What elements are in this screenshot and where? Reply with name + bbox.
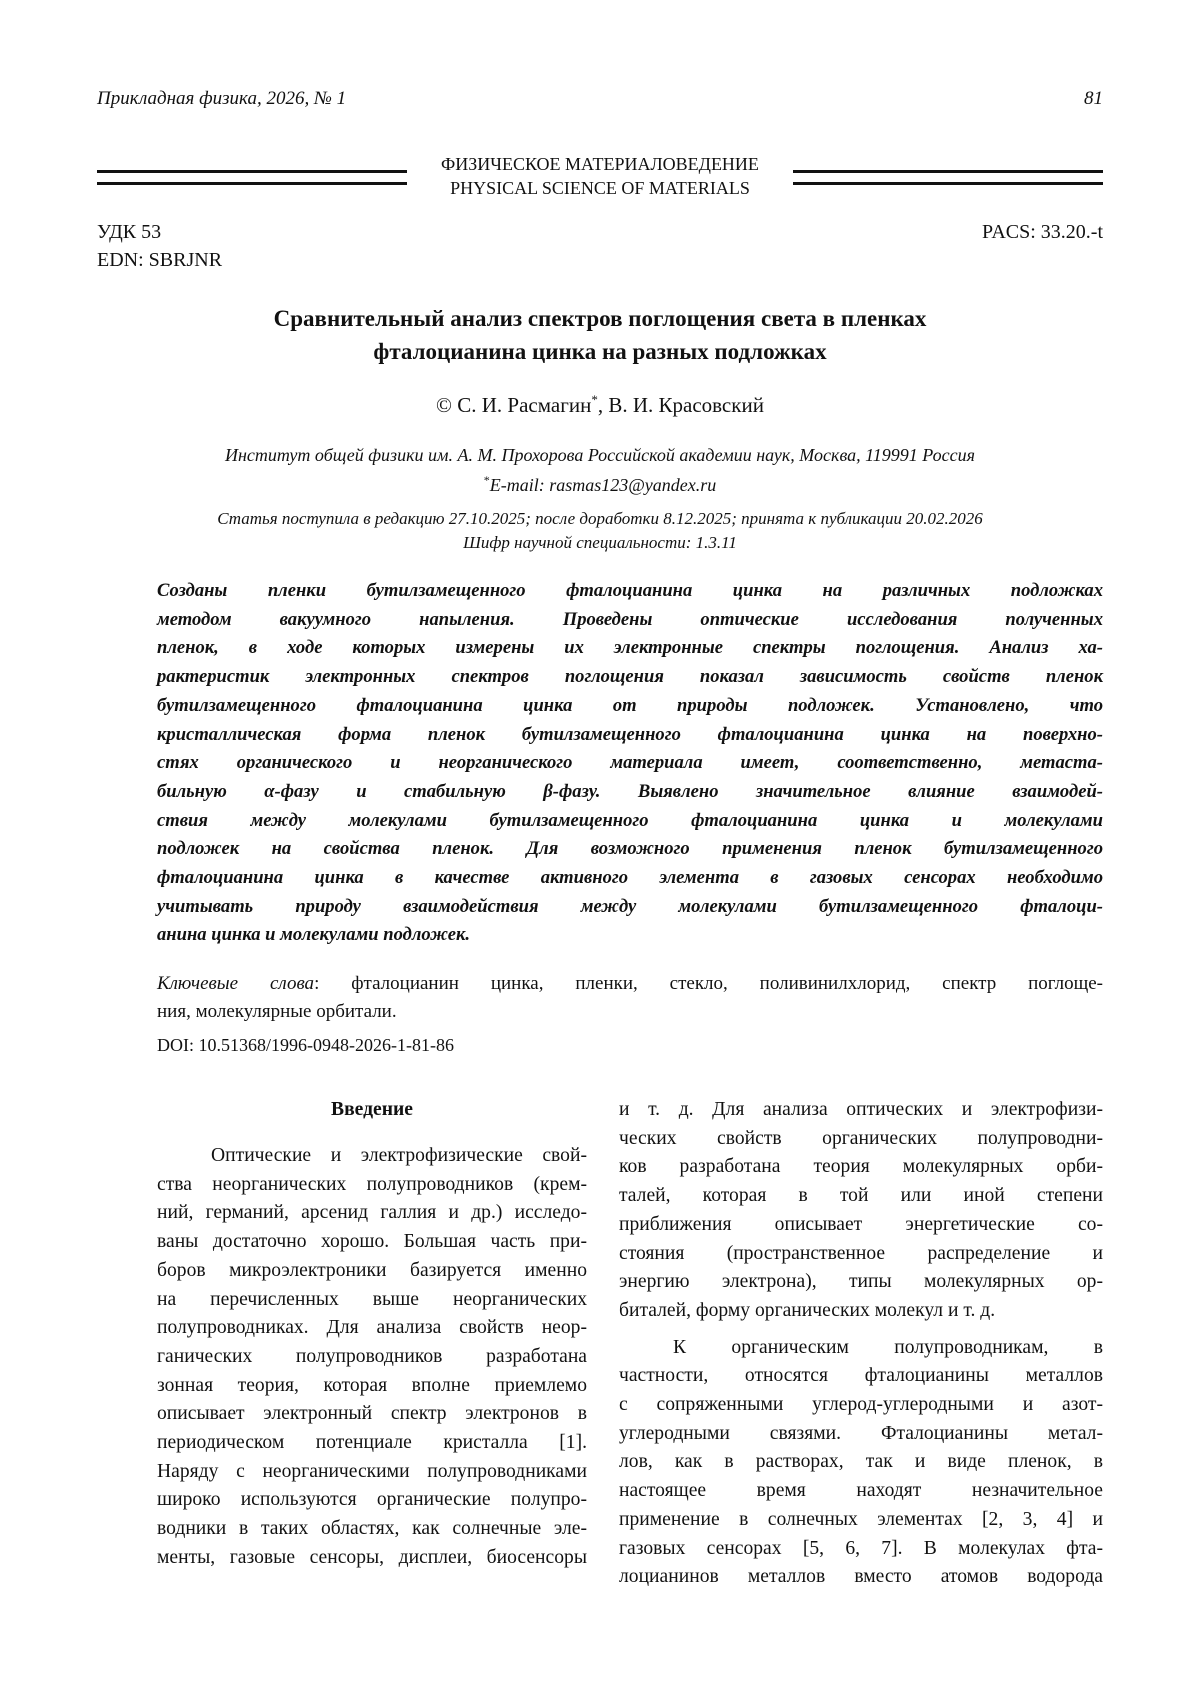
affiliation: Институт общей физики им. А. М. Прохорова Российской академии наук, Москва, 119991 Россия <box>224 445 976 465</box>
title-line: Сравнительный анализ спектров поглощения света в пленках <box>273 306 927 331</box>
abstract <box>157 577 1103 950</box>
doi: DOI: 10.51368/1996-0948-2026-1-81-86 <box>157 1035 454 1055</box>
body-line: лов, как в растворах, так и виде пленок, в <box>619 1451 1103 1473</box>
body-line: описывает электронный спектр электронов в <box>157 1403 587 1425</box>
body-line: углеродными связями. Фталоцианины метал- <box>619 1422 1103 1444</box>
body-line: лоцианинов металлов вместо атомов водорода <box>619 1566 1103 1588</box>
keywords-line: ния, молекулярные орбитали. <box>157 1001 397 1022</box>
specialty-code: Шифр научной специальности: 1.3.11 <box>463 533 737 552</box>
email-line <box>97 468 1103 498</box>
abstract-line: стях органического и неорганического материала имеет, соответственно, метаста- <box>157 752 1103 774</box>
body-line: ваны достаточно хорошо. Большая часть при- <box>157 1231 587 1253</box>
email: E-mail: rasmas123@yandex.ru <box>489 475 717 495</box>
section-titles <box>415 152 785 200</box>
body-line: К органическим полупроводникам, в <box>673 1336 1103 1358</box>
abstract-line: бутилзамещенного фталоцианина цинка от природы подложек. Установлено, что <box>157 694 1103 716</box>
section-banner <box>97 152 1103 202</box>
udc-code: УДК 53 <box>97 221 162 243</box>
abstract-line: бильную α-фазу и стабильную β-фазу. Выявлено значительное влияние взаимодей- <box>157 780 1103 802</box>
keywords-line <box>157 970 1103 998</box>
abstract-line: методом вакуумного напыления. Проведены оптические исследования полученных <box>157 608 1103 630</box>
affiliation-block <box>97 443 1103 498</box>
body-line: полупроводниках. Для анализа свойств неор- <box>157 1317 587 1339</box>
abstract-line: фталоцианина цинка в качестве активного элемента в газовых сенсорах необходимо <box>157 867 1103 889</box>
body-line: ний, германий, арсенид галлия и др.) исследо- <box>157 1202 587 1224</box>
body-line: газовых сенсорах [5, 6, 7]. В молекулах фта- <box>619 1537 1103 1559</box>
keywords <box>157 970 1103 1026</box>
keywords-label: Ключевые слова <box>157 973 315 994</box>
body-line: талей, которая в той или иной степени <box>619 1185 1103 1207</box>
body-line: с сопряженными углерод-углеродными и азот- <box>619 1394 1103 1416</box>
publication-dates <box>97 507 1103 555</box>
edn-code: EDN: SBRJNR <box>97 249 223 271</box>
body-line: ганических полупроводников разработана <box>157 1345 587 1367</box>
abstract-line: пленок, в ходе которых измерены их электронные спектры поглощения. Анализ ха- <box>157 637 1103 659</box>
body-line: ческих свойств органических полупроводни- <box>619 1127 1103 1149</box>
pacs-code: PACS: 33.20.-t <box>982 221 1103 243</box>
keywords-text: : фталоцианин цинка, пленки, стекло, поливинилхлорид, спектр поглоще- <box>314 973 1103 994</box>
abstract-line: учитывать природу взаимодействия между молекулами бутилзамещенного фталоци- <box>157 895 1103 917</box>
body-line: боров микроэлектроники базируется именно <box>157 1259 587 1281</box>
body-line: водники в таких областях, как солнечные эле- <box>157 1518 587 1540</box>
paragraph-gap <box>619 1326 1103 1334</box>
abstract-line: кристаллическая форма пленок бутилзамещенного фталоцианина цинка на поверхно- <box>157 723 1103 745</box>
abstract-line: подложек на свойства пленок. Для возможного применения пленок бутилзамещенного <box>157 838 1103 860</box>
page-number: 81 <box>1084 88 1103 109</box>
body-line: менты, газовые сенсоры, дисплеи, биосенсоры <box>157 1546 587 1568</box>
body-column-left <box>157 1096 587 1573</box>
body-column-right <box>619 1096 1103 1592</box>
body-line: биталей, форму органических молекул и т. д. <box>619 1299 996 1321</box>
body-line: широко используются органические полупро- <box>157 1489 587 1511</box>
body-line: ства неорганических полупроводников (крем- <box>157 1173 587 1195</box>
section-title-en: PHYSICAL SCIENCE OF MATERIALS <box>450 178 750 198</box>
body-line: частности, относятся фталоцианины металлов <box>619 1365 1103 1387</box>
body-line: энергию электрона), типы молекулярных ор- <box>619 1271 1103 1293</box>
banner-rule-right <box>793 170 1103 185</box>
journal-citation: Прикладная физика, 2026, № 1 <box>97 88 347 109</box>
section-title-ru: ФИЗИЧЕСКОЕ МАТЕРИАЛОВЕДЕНИЕ <box>441 154 759 174</box>
email-mark: * <box>483 473 490 487</box>
body-line: применение в солнечных элементах [2, 3, 4] и <box>619 1508 1103 1530</box>
author-first: © С. И. Расмагин <box>436 393 592 417</box>
body-line: периодическом потенциале кристалла [1]. <box>157 1432 587 1454</box>
corresponding-mark: * <box>591 392 598 407</box>
abstract-line: рактеристик электронных спектров поглощения показал зависимость свойств пленок <box>157 666 1103 688</box>
article-title <box>97 302 1103 368</box>
body-line: Оптические и электрофизические свой- <box>211 1145 587 1166</box>
title-line: фталоцианина цинка на разных подложках <box>373 339 827 364</box>
abstract-line: ствия между молекулами бутилзамещенного фталоцианина цинка и молекулами <box>157 809 1103 831</box>
body-line: Наряду с неорганическими полупроводниками <box>157 1460 587 1482</box>
authors <box>97 392 1103 418</box>
body-line: ков разработана теория молекулярных орби- <box>619 1156 1103 1178</box>
body-line: настоящее время находят незначительное <box>619 1480 1103 1502</box>
body-line: приближения описывает энергетические со- <box>619 1213 1103 1235</box>
running-head <box>97 88 1103 118</box>
author-rest: , В. И. Красовский <box>597 393 764 417</box>
abstract-line: анина цинка и молекулами подложек. <box>157 924 471 946</box>
body-line: зонная теория, которая вполне приемлемо <box>157 1374 587 1396</box>
body-line: на перечисленных выше неорганических <box>157 1288 587 1310</box>
banner-rule-left <box>97 170 407 185</box>
abstract-line: Созданы пленки бутилзамещенного фталоцианина цинка на различных подложках <box>157 580 1103 601</box>
body-line: и т. д. Для анализа оптических и электрофизи- <box>619 1099 1103 1120</box>
section-heading: Введение <box>331 1099 413 1120</box>
body-line: стояния (пространственное распределение и <box>619 1242 1103 1264</box>
dates-line: Статья поступила в редакцию 27.10.2025; после доработки 8.12.2025; принята к публикации 20.02.2026 <box>217 509 983 528</box>
